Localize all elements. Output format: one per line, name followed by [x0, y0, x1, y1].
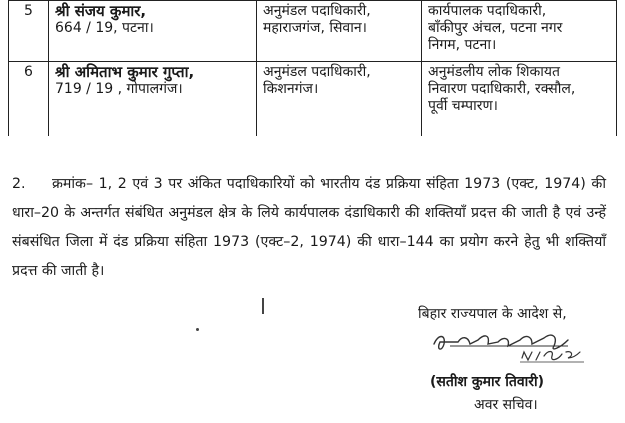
stray-ink-dot [196, 328, 199, 331]
serial-number-cell: 5 [9, 1, 49, 62]
officer-name: श्री संजय कुमार, [55, 2, 147, 20]
current-place: महाराजगंज, सिवान। [263, 20, 367, 36]
table-row [9, 1, 617, 62]
serial-number-cell: 6 [9, 62, 49, 137]
officer-transfer-table [8, 0, 617, 136]
new-post-cell [422, 1, 617, 62]
new-post-line: बाँकीपुर अंचल, पटना नगर [428, 20, 563, 36]
new-post-cell [422, 62, 617, 137]
signatory-designation: अवर सचिव। [474, 397, 538, 413]
paragraph-text: क्रमांक– 1, 2 एवं 3 पर अंकित पदाधिकारियों को भारतीय दंड प्रक्रिया संहिता 1973 (एक्ट, 1974) की धारा–20 के अन्तर्गत संबंधित अनुमंडल क्षेत्र के लिये कार्यपालक दंडाधिकारी की शक्तियाँ प्रदत्त की जाती है एवं उन्हें संबसंधित जिला में दंड प्रक्रिया संहिता 1973 (एक्ट–2, 1974) की धारा–144 का प्रयोग करने हेतु भी शक्तियाँ प्रदत्त की जाती है। [12, 176, 606, 279]
handwritten-signature [428, 326, 598, 366]
new-post-line: निगम, पटना। [428, 37, 497, 53]
officer-detail: 664 / 19, पटना। [55, 20, 154, 36]
new-post-line: कार्यपालक पदाधिकारी, [428, 3, 547, 19]
current-post: अनुमंडल पदाधिकारी, [263, 64, 371, 80]
current-post: अनुमंडल पदाधिकारी, [263, 3, 371, 19]
stray-ink-mark [262, 298, 264, 314]
new-post-line: अनुमंडलीय लोक शिकायत [428, 64, 560, 80]
current-post-cell [257, 1, 422, 62]
officer-detail: 719 / 19 , गोपालगंज। [55, 81, 183, 97]
table-row [9, 62, 617, 137]
paragraph-number: 2. [12, 176, 26, 192]
current-place: किशनगंज। [263, 81, 319, 97]
officer-name-cell [49, 1, 257, 62]
officer-name: श्री अमिताभ कुमार गुप्ता, [55, 63, 195, 81]
officer-name-cell [49, 62, 257, 137]
new-post-line: निवारण पदाधिकारी, रक्सौल, [428, 81, 576, 97]
new-post-line: पूर्वी चम्पारण। [428, 98, 498, 114]
order-paragraph [12, 170, 606, 286]
order-authority-line: बिहार राज्यपाल के आदेश से, [418, 306, 567, 322]
current-post-cell [257, 62, 422, 137]
signatory-name: (सतीश कुमार तिवारी) [430, 374, 544, 390]
